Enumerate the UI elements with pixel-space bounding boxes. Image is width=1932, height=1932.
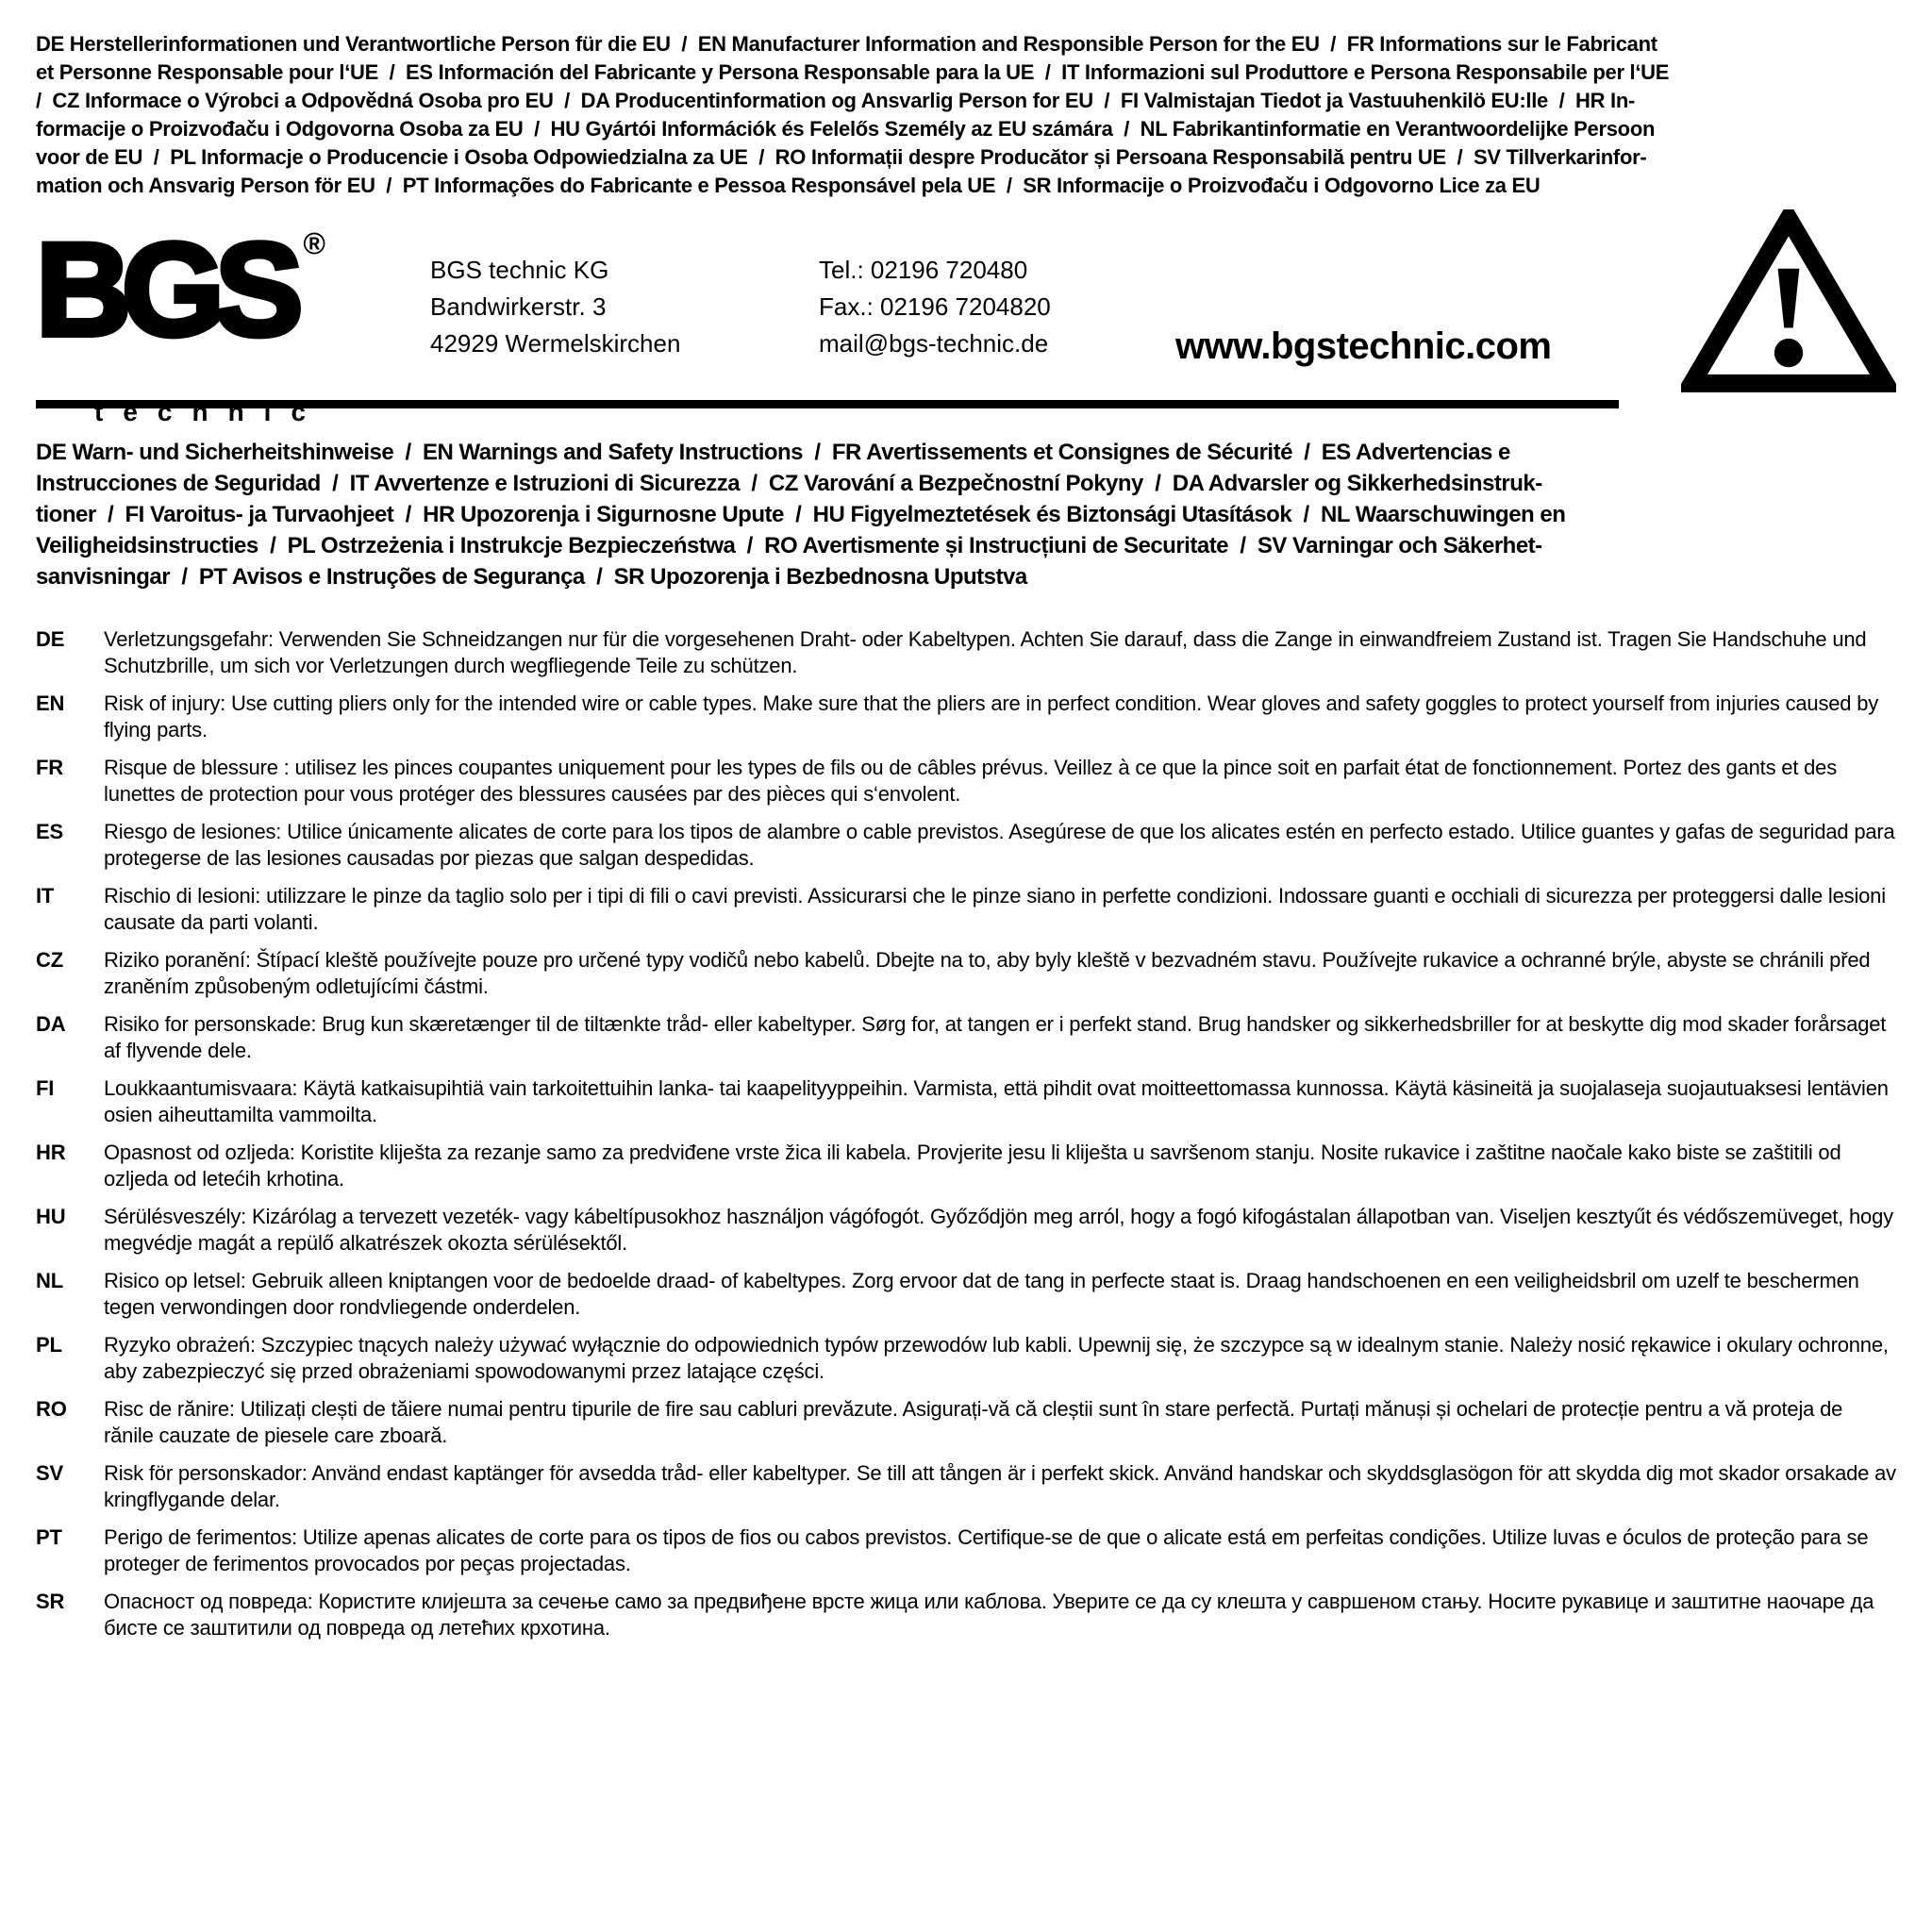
language-code: DA xyxy=(36,1012,66,1036)
language-code: IT xyxy=(36,884,55,908)
title-line: DE Herstellerinformationen und Verantwortliche Person für die EU / EN Manufacturer Information and Responsible Person for the EU / FR Informations sur le Fabricant xyxy=(36,32,1657,56)
warning-item xyxy=(36,1460,1896,1513)
language-code: SV xyxy=(36,1461,63,1485)
phone-number: Tel.: 02196 720480 xyxy=(819,255,1028,284)
warning-text: Perigo de ferimentos: Utilize apenas alicates de corte para os tipos de fios ou cabos previstos. Certifique-se de que o alicate está em perfeitas condições. Utilize luvas e óculos de proteção para se proteger de ferimentos provocados por peças projectadas. xyxy=(104,1525,1869,1575)
warning-triangle-icon xyxy=(1681,209,1896,392)
language-code: FI xyxy=(36,1076,55,1100)
company-street: Bandwirkerstr. 3 xyxy=(430,291,607,321)
warning-item xyxy=(36,1396,1896,1449)
warning-text: Verletzungsgefahr: Verwenden Sie Schneidzangen nur für die vorgesehenen Draht- oder Kabeltypen. Achten Sie darauf, dass die Zange in einwandfreiem Zustand ist. Tragen Sie Handschuhe und Schutzbrille, um sich vor Verletzungen durch wegfliegende Teile zu schützen. xyxy=(104,627,1867,677)
language-code: RO xyxy=(36,1397,67,1421)
company-name: BGS technic KG xyxy=(430,255,609,284)
warning-item xyxy=(36,1589,1896,1641)
warning-item xyxy=(36,1332,1896,1385)
bgs-logo-text: BGS xyxy=(36,214,294,363)
title-line: DE Warn- und Sicherheitshinweise / EN Warnings and Safety Instructions / FR Avertissements et Consignes de Sécurité / ES Advertencias e xyxy=(36,440,1510,465)
warning-item xyxy=(36,1140,1896,1192)
warning-item xyxy=(36,1524,1896,1577)
language-code: ES xyxy=(36,820,63,843)
title-line: Veiligheidsinstructies / PL Ostrzeżenia i Instrukcje Bezpieczeństwa / RO Avertismente și Instrucțiuni de Securitate / SV Varningar och Säkerhet- xyxy=(36,533,1542,558)
bgs-logo-mark xyxy=(36,187,347,388)
title-line: / CZ Informace o Výrobci a Odpovědná Osoba pro EU / DA Producentinformation og Ansvarlig Person for EU / FI Valmistajan Tiedot ja Vastuuhenkilö EU:lle / HR In- xyxy=(36,89,1636,112)
company-contact xyxy=(819,252,1102,362)
warning-text: Risque de blessure : utilisez les pinces coupantes uniquement pour les types de fils ou de câbles prévus. Veillez à ce que la pince soit en parfait état de fonctionnement. Portez des gants et des lunettes de protection pour vous protéger des blessures causées par des pièces qui s‘envolent. xyxy=(104,756,1838,806)
language-code: SR xyxy=(36,1590,65,1613)
warning-text: Opasnost od ozljeda: Koristite kliješta za rezanje samo za predviđene vrste žica ili kabela. Provjerite jesu li kliješta u savršenom stanju. Nosite rukavice i zaštitne naočale kako biste se zaštitili od ozljeda od letećih krhotina. xyxy=(104,1141,1841,1191)
manufacturer-info-title xyxy=(36,30,1896,200)
warning-text: Risc de rănire: Utilizați clești de tăiere numai pentru tipurile de fire sau cabluri prevăzute. Asigurați-vă că cleștii sunt în stare perfectă. Purtați mănuși și ochelari de protecție pentru a vă proteja de rănile cauzate de piesele care zboară. xyxy=(104,1397,1843,1447)
bgs-logo-subtext: technic xyxy=(94,396,326,426)
language-code: HR xyxy=(36,1141,66,1164)
title-line: formacije o Proizvođaču i Odgovorna Osoba za EU / HU Gyártói Információk és Felelős Személy az EU számára / NL Fabrikantinformatie en Verantwoordelijke Persoon xyxy=(36,117,1656,141)
website-url: www.bgstechnic.com xyxy=(1175,325,1552,367)
language-code: DE xyxy=(36,627,65,651)
language-code: PL xyxy=(36,1333,62,1357)
warning-text: Опасност од повреда: Користите клијешта за сечење само за предвиђене врсте жица или каблова. Уверите се да су клешта у савршеном стању. Носите рукавице и заштитне наочаре да бисте се заштитили од повреда од летећих крхотина. xyxy=(104,1590,1874,1640)
fax-number: Fax.: 02196 7204820 xyxy=(819,291,1051,321)
company-header xyxy=(36,214,1896,426)
language-code: CZ xyxy=(36,948,63,972)
warning-item xyxy=(36,1011,1896,1064)
warning-text: Riziko poranění: Štípací kleště používejte pouze pro určené typy vodičů nebo kabelů. Dbejte na to, aby byly kleště v bezvadném stavu. Používejte rukavice a ochranné brýle, abyste se chránili před zraněním způsobeným odletujícími částmi. xyxy=(104,948,1871,998)
warning-text: Sérülésveszély: Kizárólag a tervezett vezeték- vagy kábeltípusokhoz használjon vágófogót. Győződjön meg arról, hogy a fogó kifogástalan állapotban van. Viseljen kesztyűt és védőszemüveget, hogy megvédje magát a repülő alkatrészek okozta sérülésektől. xyxy=(104,1205,1893,1255)
warning-item xyxy=(36,1268,1896,1321)
warning-item xyxy=(36,1204,1896,1257)
warning-text: Risk of injury: Use cutting pliers only for the intended wire or cable types. Make sure that the pliers are in perfect condition. Wear gloves and safety goggles to protect yourself from injuries caused by flying parts. xyxy=(104,691,1879,741)
warning-item xyxy=(36,883,1896,936)
warning-text: Rischio di lesioni: utilizzare le pinze da taglio solo per i tipi di fili o cavi previsti. Assicurarsi che le pinze siano in perfette condizioni. Indossare guanti e occhiali di sicurezza per proteggersi dalle lesioni causate da parti volanti. xyxy=(104,884,1886,934)
warning-item xyxy=(36,1075,1896,1128)
language-code: EN xyxy=(36,691,65,715)
title-line: voor de EU / PL Informacje o Producencie i Osoba Odpowiedzialna za UE / RO Informații despre Producător și Persoana Responsabilă pentru UE / SV Tillverkarinfor- xyxy=(36,145,1647,169)
title-line: sanvisningar / PT Avisos e Instruções de Segurança / SR Upozorenja i Bezbednosna Uputstva xyxy=(36,564,1027,590)
warning-text: Riesgo de lesiones: Utilice únicamente alicates de corte para los tipos de alambre o cable previstos. Asegúrese de que los alicates estén en perfecto estado. Utilice guantes y gafas de seguridad para protegerse de las lesiones causadas por piezas que salgan despedidas. xyxy=(104,820,1895,870)
email-address: mail@bgs-technic.de xyxy=(819,328,1049,358)
registered-trademark-icon: ® xyxy=(303,225,325,260)
language-code: PT xyxy=(36,1525,62,1549)
title-line: tioner / FI Varoitus- ja Turvaohjeet / HR Upozorenja i Sigurnosne Upute / HU Figyelmeztetések és Biztonsági Utasítások / NL Waarschuwingen en xyxy=(36,502,1566,527)
title-line: mation och Ansvarig Person för EU / PT Informações do Fabricante e Pessoa Responsável pela UE / SR Informacije o Proizvođaču i Odgovorno Lice za EU xyxy=(36,174,1541,197)
warning-text: Risiko for personskade: Brug kun skæretænger til de tiltænkte tråd- eller kabeltyper. Sørg for, at tangen er i perfekt stand. Brug handsker og sikkerhedsbriller for at beskytte dig mod skader forårsaget af flyvende dele. xyxy=(104,1012,1887,1062)
company-city: 42929 Wermelskirchen xyxy=(430,328,681,358)
bgs-logo xyxy=(36,187,347,427)
warning-text: Loukkaantumisvaara: Käytä katkaisupihtiä vain tarkoitettuihin lanka- tai kaapelityyppeihin. Varmista, että pihdit ovat moitteettomassa kunnossa. Käytä käsineitä ja suojalaseja suojautuaksesi lentävien osien aiheuttamilta vammoilta. xyxy=(104,1076,1889,1126)
warnings-title xyxy=(36,437,1896,592)
warning-item xyxy=(36,947,1896,1000)
warning-item xyxy=(36,691,1896,743)
company-address xyxy=(430,252,734,362)
warning-text: Risico op letsel: Gebruik alleen kniptangen voor de bedoelde draad- of kabeltypes. Zorg ervoor dat de tang in perfecte staat is. Draag handschoenen en een veiligheidsbril om uzelf te beschermen tegen verwondingen door rondvliegende onderdelen. xyxy=(104,1269,1859,1319)
warning-text: Ryzyko obrażeń: Szczypiec tnących należy używać wyłącznie do odpowiednich typów przewodów lub kabli. Upewnij się, że szczypce są w idealnym stanie. Należy nosić rękawice i okulary ochronne, aby zabezpieczyć się przed obrażeniami spowodowanymi przez latające części. xyxy=(104,1333,1889,1383)
warning-item xyxy=(36,819,1896,872)
warning-text: Risk för personskador: Använd endast kaptänger för avsedda tråd- eller kabeltyper. Se till att tången är i perfekt skick. Använd handskar och skyddsglasögon för att skydda dig mot skador orsakade av kringflygande delar. xyxy=(104,1461,1896,1511)
warning-item xyxy=(36,626,1896,679)
language-code: NL xyxy=(36,1269,63,1292)
title-line: et Personne Responsable pour l‘UE / ES Información del Fabricante y Persona Responsable para la UE / IT Informazioni sul Produttore e Persona Responsabile per l‘UE xyxy=(36,60,1670,84)
language-code: HU xyxy=(36,1205,66,1228)
language-code: FR xyxy=(36,756,63,779)
warnings-list xyxy=(36,626,1896,1641)
title-line: Instrucciones de Seguridad / IT Avvertenze e Istruzioni di Sicurezza / CZ Varování a Bezpečnostní Pokyny / DA Advarsler og Sikkerhedsinstruk- xyxy=(36,471,1542,496)
warning-item xyxy=(36,755,1896,808)
